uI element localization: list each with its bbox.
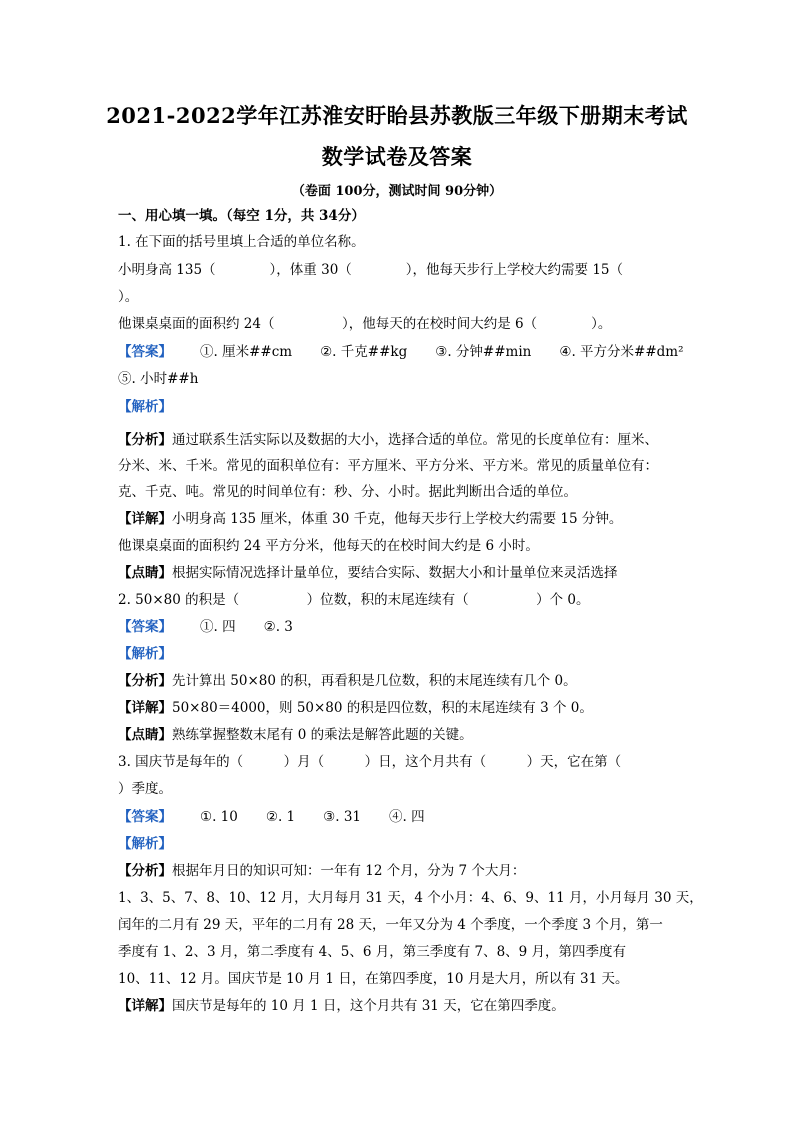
q1-line1: 小明身高 135（ ），体重 30（ ），他每天步行上学校大约需要 15（ (118, 262, 623, 278)
answer-tag: 【答案】 (118, 619, 172, 635)
q2-answer (118, 617, 688, 637)
fenxi-tag: 【分析】 (118, 673, 172, 689)
q3-answer (118, 807, 688, 827)
answer-item: ②. 千克##kg (320, 344, 408, 360)
q1-line2: ）。 (118, 289, 139, 305)
q3-fenxi-4: 季度有 1、2、3 月，第二季度有 4、5、6 月，第三季度有 7、8、9 月，第四季度有 (118, 944, 627, 960)
xiangjie-text: 国庆节是每年的 10 月 1 日，这个月共有 31 天，它在第四季度。 (172, 998, 565, 1014)
xiangjie-tag: 【详解】 (118, 700, 172, 716)
answer-item: ①. 四 (200, 619, 236, 635)
answer-item: ①. 厘米##cm (200, 344, 293, 360)
fenxi-text: 根据年月日的知识可知：一年有 12 个月，分为 7 个大月： (172, 863, 526, 879)
q1-stem: 1. 在下面的括号里填上合适的单位名称。 (118, 234, 365, 250)
xiangjie-text: 小明身高 135 厘米，体重 30 千克，他每天步行上学校大约需要 15 分钟。 (172, 511, 623, 527)
section-heading: 一、用心填一填。（每空 1分，共 34分） (118, 208, 365, 224)
doc-title-line2: 数学试卷及答案 (321, 144, 473, 169)
q1-xiangjie-1 (118, 509, 688, 529)
q3-fenxi-5: 10、11、12 月。国庆节是 10 月 1 日，在第四季度，10 月是大月，所以有 31 天。 (118, 971, 629, 987)
xiangjie-tag: 【详解】 (118, 998, 172, 1014)
dianjing-tag: 【点睛】 (118, 565, 172, 581)
answer-item: ①. 10 (200, 809, 238, 825)
dianjing-text: 根据实际情况选择计量单位，要结合实际、数据大小和计量单位来灵活选择 (172, 565, 618, 581)
answer-item: ③. 31 (323, 809, 362, 825)
answer-item: ③. 分钟##min (435, 344, 532, 360)
q1-fenxi-2: 分米、米、千米。常见的面积单位有：平方厘米、平方分米、平方米。常见的质量单位有： (118, 458, 658, 474)
answer-item: ④. 四 (389, 809, 425, 825)
q1-line3: 他课桌桌面的面积约 24（ ），他每天的在校时间大约是 6（ ）。 (118, 316, 612, 332)
doc-title-line1: 2021-2022学年江苏淮安盱眙县苏教版三年级下册期末考试 (106, 103, 688, 128)
q3-fenxi-2: 1、3、5、7、8、10、12 月，大月每月 31 天，4 个小月：4、6、9、11 月，小月每月 30 天， (118, 890, 703, 906)
q3-xiangjie (118, 996, 688, 1016)
q3-fenxi-3: 闰年的二月有 29 天，平年的二月有 28 天，一年又分为 4 个季度，一个季度 3 个月，第一 (118, 917, 663, 933)
q3-fenxi-1 (118, 861, 688, 881)
answer-tag: 【答案】 (118, 344, 172, 360)
q3-stem2: ）季度。 (118, 781, 172, 797)
q2-xiangjie (118, 698, 688, 718)
dianjing-tag: 【点睛】 (118, 727, 172, 743)
q1-answer (118, 342, 688, 362)
answer-tag: 【答案】 (118, 809, 172, 825)
doc-subtitle: （卷面 100分，测试时间 90分钟） (291, 184, 503, 199)
xiangjie-text: 50×80＝4000，则 50×80 的积是四位数，积的末尾连续有 3 个 0。 (172, 700, 593, 716)
xiangjie-tag: 【详解】 (118, 511, 172, 527)
dianjing-text: 熟练掌握整数末尾有 0 的乘法是解答此题的关键。 (172, 727, 473, 743)
answer-item: ②. 1 (265, 809, 296, 825)
fenxi-tag: 【分析】 (118, 863, 172, 879)
q2-jiexi-tag: 【解析】 (118, 646, 172, 662)
q1-dianjing (118, 563, 688, 583)
q1-fenxi-3: 克、千克、吨。常见的时间单位有：秒、分、小时。据此判断出合适的单位。 (118, 484, 577, 500)
q1-jiexi-tag: 【解析】 (118, 399, 172, 415)
q1-xiangjie-2: 他课桌桌面的面积约 24 平方分米，他每天的在校时间大约是 6 小时。 (118, 538, 539, 554)
q2-fenxi (118, 671, 688, 691)
fenxi-text: 通过联系生活实际以及数据的大小，选择合适的单位。常见的长度单位有：厘米、 (172, 432, 658, 448)
q3-stem: 3. 国庆节是每年的（ ）月（ ）日，这个月共有（ ）天，它在第（ (118, 754, 622, 770)
q2-dianjing (118, 725, 688, 745)
q3-jiexi-tag: 【解析】 (118, 836, 172, 852)
fenxi-tag: 【分析】 (118, 432, 172, 448)
q1-fenxi-1 (118, 430, 688, 450)
q1-answer-line2: ⑤. 小时##h (118, 371, 199, 387)
q2-stem: 2. 50×80 的积是（ ）位数，积的末尾连续有（ ）个 0。 (118, 592, 590, 608)
answer-item: ④. 平方分米##dm² (559, 344, 684, 360)
fenxi-text: 先计算出 50×80 的积，再看积是几位数，积的末尾连续有几个 0。 (172, 673, 577, 689)
answer-item: ②. 3 (263, 619, 293, 635)
